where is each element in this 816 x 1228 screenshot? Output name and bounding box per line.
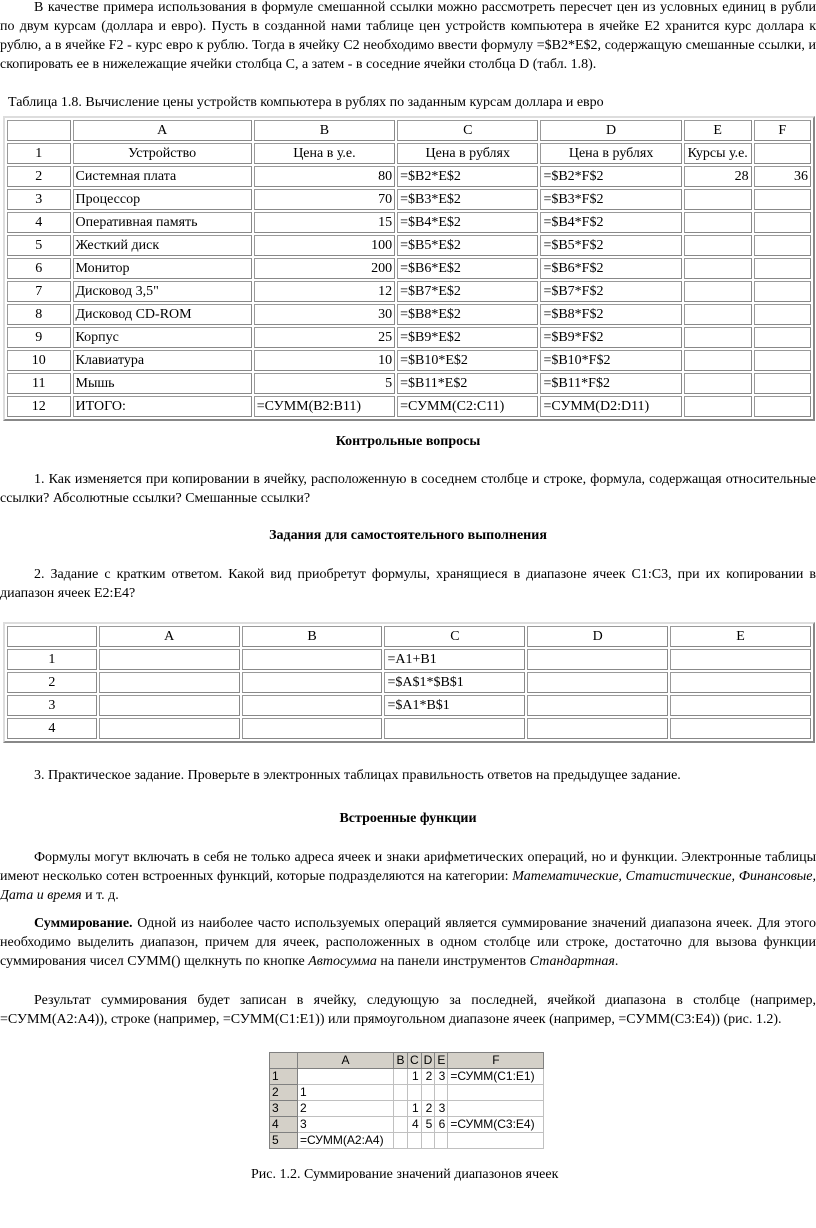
table1-cell <box>754 235 811 256</box>
table1-cell: Цена в рублях <box>397 143 538 164</box>
table1-cell: =$B5*F$2 <box>540 235 681 256</box>
figure-cell: 6 <box>435 1117 448 1133</box>
table1-cell: 4 <box>7 212 71 233</box>
table1-cell: 2 <box>7 166 71 187</box>
table1-cell <box>754 143 811 164</box>
table2-cell <box>99 672 240 693</box>
table2-cell <box>527 695 668 716</box>
table1-cell: =$B6*F$2 <box>540 258 681 279</box>
table2-cell: =A1+B1 <box>384 649 525 670</box>
table1-cell: =$B6*E$2 <box>397 258 538 279</box>
table1-cell: 1 <box>7 143 71 164</box>
figure-cell <box>394 1133 408 1149</box>
figure-cell <box>394 1069 408 1085</box>
table1-cell: 28 <box>684 166 752 187</box>
table1-cell: ИТОГО: <box>73 396 252 417</box>
figure-column-header <box>270 1053 298 1069</box>
figure-cell: 2 <box>298 1101 394 1117</box>
table2-cell: 3 <box>7 695 97 716</box>
table1-row <box>7 258 811 279</box>
figure-cell <box>394 1117 408 1133</box>
table2-header-row <box>7 626 811 647</box>
figure-cell <box>421 1133 435 1149</box>
table2-cell <box>527 672 668 693</box>
table2-cell: 1 <box>7 649 97 670</box>
table2-cell: C <box>384 626 525 647</box>
table1-cell: E <box>684 120 752 141</box>
autosum-italic: Автосумма <box>308 954 377 969</box>
table1-cell: Оперативная память <box>73 212 252 233</box>
table1-cell: 12 <box>254 281 395 302</box>
table1-cell: Цена в рублях <box>540 143 681 164</box>
table2-row <box>7 718 811 739</box>
table2-cell: 4 <box>7 718 97 739</box>
table1-cell: Монитор <box>73 258 252 279</box>
table1-cell: B <box>254 120 395 141</box>
table1-row <box>7 327 811 348</box>
table1-cell: =$B8*F$2 <box>540 304 681 325</box>
table1-cell: =$B10*F$2 <box>540 350 681 371</box>
table1-cell <box>754 189 811 210</box>
table1-cell: =$B2*E$2 <box>397 166 538 187</box>
figure-cell <box>448 1101 544 1117</box>
table2-cell <box>242 718 383 739</box>
builtin-paragraph-1: Формулы могут включать в себя не только адреса ячеек и знаки арифметических операций, но и функции. Электронные таблицы имеют несколько сотен встроенных функций, которые подразделяются на категории: Математические, Статистические, Финансовые, Дата и время и т. д. <box>0 850 816 903</box>
table1-cell: =$B2*F$2 <box>540 166 681 187</box>
table1-cell <box>754 327 811 348</box>
figure-row <box>270 1133 544 1149</box>
figure-cell <box>448 1085 544 1101</box>
builtin-paragraph-2: Суммирование. Одной из наиболее часто используемых операций является суммирование значений диапазона ячеек. Для этого необходимо выделить диапазон, причем для ячеек, расположенных в одном столбце или строке, достаточно для вызова функции суммирования чисел СУММ() щелкнуть по кнопке Автосумма на панели инструментов Стандартная. <box>0 916 816 969</box>
table1-cell <box>684 304 752 325</box>
table1-cell: Клавиатура <box>73 350 252 371</box>
standard-italic: Стандартная <box>529 954 615 969</box>
table1-cell: Корпус <box>73 327 252 348</box>
tasks-heading: Задания для самостоятельного выполнения <box>269 528 547 543</box>
table1-cell: 8 <box>7 304 71 325</box>
table1-cell: =$B9*E$2 <box>397 327 538 348</box>
table1-row <box>7 212 811 233</box>
table1-cell <box>754 304 811 325</box>
table1-cell <box>684 235 752 256</box>
task-table <box>3 622 815 743</box>
control-questions-heading: Контрольные вопросы <box>335 434 481 449</box>
figure-column-header: D <box>421 1053 435 1069</box>
table1-cell: 30 <box>254 304 395 325</box>
figure-header-row <box>270 1053 544 1069</box>
figure-cell <box>408 1085 422 1101</box>
figure-row-header: 4 <box>270 1117 298 1133</box>
table1-cell: 36 <box>754 166 811 187</box>
table1-cell: =$B9*F$2 <box>540 327 681 348</box>
table1-cell: Мышь <box>73 373 252 394</box>
table2-cell: =$A1*B$1 <box>384 695 525 716</box>
table1-cell: 100 <box>254 235 395 256</box>
table-1-8-caption: Таблица 1.8. Вычисление цены устройств компьютера в рублях по заданным курсам доллара и евро <box>8 95 604 110</box>
table2-row <box>7 672 811 693</box>
table1-cell: =СУММ(C2:C11) <box>397 396 538 417</box>
table1-cell: F <box>754 120 811 141</box>
table1-cell: 5 <box>7 235 71 256</box>
table1-cell: =$B11*F$2 <box>540 373 681 394</box>
table2-cell: B <box>242 626 383 647</box>
table1-cell: =$B3*E$2 <box>397 189 538 210</box>
figure-column-header: B <box>394 1053 408 1069</box>
table1-cell <box>754 258 811 279</box>
figure-1-2-spreadsheet <box>269 1052 554 1156</box>
table1-cell: =$B4*F$2 <box>540 212 681 233</box>
table1-cell: Жесткий диск <box>73 235 252 256</box>
table1-cell <box>684 189 752 210</box>
figure-row <box>270 1117 544 1133</box>
figure-cell <box>394 1085 408 1101</box>
categories-italic: Математические, Статистические, Финансовые, Дата и время <box>0 869 816 903</box>
table1-cell: 200 <box>254 258 395 279</box>
table1-cell: =$B5*E$2 <box>397 235 538 256</box>
table1-row <box>7 304 811 325</box>
table1-header-row <box>7 120 811 141</box>
figure-row-header: 5 <box>270 1133 298 1149</box>
figure-cell <box>435 1085 448 1101</box>
table1-cell: Дисковод 3,5" <box>73 281 252 302</box>
figure-cell: 3 <box>435 1101 448 1117</box>
table1-cell: Курсы у.е. <box>684 143 752 164</box>
table2-cell <box>99 649 240 670</box>
table-1-8 <box>3 116 815 421</box>
table1-row <box>7 235 811 256</box>
table1-row <box>7 350 811 371</box>
table1-cell <box>754 373 811 394</box>
figure-row <box>270 1069 544 1085</box>
builtin-paragraph-3: Результат суммирования будет записан в ячейку, следующую за последней, ячейкой диапазона в столбце (например, =СУММ(А2:А4)), строке (например, =СУММ(С1:Е1)) или прямоугольном диапазоне ячеек (например, =СУММ(С3:Е4)) (рис. 1.2). <box>0 993 816 1027</box>
table1-cell: Устройство <box>73 143 252 164</box>
table1-cell: 70 <box>254 189 395 210</box>
table1-cell <box>7 120 71 141</box>
table1-row <box>7 373 811 394</box>
table1-cell: 7 <box>7 281 71 302</box>
figure-cell: 2 <box>421 1069 435 1085</box>
builtin-functions-heading: Встроенные функции <box>339 811 477 826</box>
figure-cell: =СУММ(C1:E1) <box>448 1069 544 1085</box>
table1-cell: =$B7*E$2 <box>397 281 538 302</box>
table1-cell: 5 <box>254 373 395 394</box>
figure-column-header: A <box>298 1053 394 1069</box>
figure-cell <box>435 1133 448 1149</box>
table1-cell: 12 <box>7 396 71 417</box>
table1-cell <box>754 281 811 302</box>
figure-cell <box>421 1085 435 1101</box>
intro-paragraph: В качестве примера использования в формуле смешанной ссылки можно рассмотреть пересчет цен из условных единиц в рубли по двум курсам (доллара и евро). Пусть в созданной нами таблице цен устройств компьютера в ячейке E2 хранится курс доллара к рублю, а в ячейке F2 - курс евро к рублю. Тогда в ячейку C2 необходимо ввести формулу =$B2*E$2, содержащую смешанные ссылки, и скопировать ее в нижележащие ячейки столбца C, а затем - в соседние ячейки столбца D (табл. 1.8). <box>0 0 816 72</box>
table2-cell <box>7 626 97 647</box>
table2-cell <box>670 695 811 716</box>
table1-row <box>7 143 811 164</box>
table1-cell: 3 <box>7 189 71 210</box>
table1-row <box>7 396 811 417</box>
table2-cell <box>527 718 668 739</box>
table1-cell: 6 <box>7 258 71 279</box>
figure-cell: 3 <box>298 1117 394 1133</box>
figure-1-2-caption: Рис. 1.2. Суммирование значений диапазонов ячеек <box>251 1167 559 1182</box>
question-1: 1. Как изменяется при копировании в ячейку, расположенную в соседнем столбце и строке, формула, содержащая относительные ссылки? Абсолютные ссылки? Смешанные ссылки? <box>0 472 816 506</box>
table1-cell: =$B10*E$2 <box>397 350 538 371</box>
table1-cell: 9 <box>7 327 71 348</box>
table1-cell <box>684 327 752 348</box>
figure-cell <box>448 1133 544 1149</box>
figure-cell: 1 <box>408 1069 422 1085</box>
table2-cell: =$A$1*$B$1 <box>384 672 525 693</box>
table1-cell <box>684 258 752 279</box>
table1-row <box>7 166 811 187</box>
table1-cell: 10 <box>254 350 395 371</box>
table1-cell <box>684 396 752 417</box>
figure-column-header: F <box>448 1053 544 1069</box>
table1-cell <box>684 350 752 371</box>
table2-cell: 2 <box>7 672 97 693</box>
table1-cell: =СУММ(D2:D11) <box>540 396 681 417</box>
table1-cell: =$B8*E$2 <box>397 304 538 325</box>
figure-cell: 1 <box>298 1085 394 1101</box>
figure-cell: 4 <box>408 1117 422 1133</box>
figure-row-header: 1 <box>270 1069 298 1085</box>
figure-cell: =СУММ(C3:E4) <box>448 1117 544 1133</box>
figure-cell: =СУММ(A2:A4) <box>298 1133 394 1149</box>
figure-row-header: 2 <box>270 1085 298 1101</box>
figure-column-header: C <box>408 1053 422 1069</box>
table1-cell: C <box>397 120 538 141</box>
question-3: 3. Практическое задание. Проверьте в электронных таблицах правильность ответов на предыдущее задание. <box>34 768 681 783</box>
table1-cell: 11 <box>7 373 71 394</box>
table2-cell: E <box>670 626 811 647</box>
table1-cell: Дисковод CD-ROM <box>73 304 252 325</box>
table1-cell <box>754 212 811 233</box>
table2-cell <box>670 649 811 670</box>
table1-cell <box>684 281 752 302</box>
figure-cell: 3 <box>435 1069 448 1085</box>
table2-cell <box>242 672 383 693</box>
figure-row <box>270 1101 544 1117</box>
figure-row <box>270 1085 544 1101</box>
table1-row <box>7 189 811 210</box>
summation-bold: Суммирование. <box>34 916 133 931</box>
table1-cell <box>754 350 811 371</box>
table1-cell: =$B3*F$2 <box>540 189 681 210</box>
table2-cell <box>242 649 383 670</box>
figure-cell: 1 <box>408 1101 422 1117</box>
table2-cell <box>99 718 240 739</box>
figure-cell <box>298 1069 394 1085</box>
table1-row <box>7 281 811 302</box>
question-2: 2. Задание с кратким ответом. Какой вид приобретут формулы, хранящиеся в диапазоне ячеек C1:C3, при их копировании в диапазон ячеек E2:E4? <box>0 567 816 601</box>
figure-cell <box>408 1133 422 1149</box>
table2-cell: D <box>527 626 668 647</box>
table2-row <box>7 649 811 670</box>
table1-cell: Процессор <box>73 189 252 210</box>
table1-cell: Цена в у.е. <box>254 143 395 164</box>
table1-cell: 25 <box>254 327 395 348</box>
table1-cell: =$B4*E$2 <box>397 212 538 233</box>
table1-cell: A <box>73 120 252 141</box>
table2-cell: A <box>99 626 240 647</box>
table1-cell: 80 <box>254 166 395 187</box>
figure-cell <box>394 1101 408 1117</box>
table2-cell <box>670 718 811 739</box>
figure-cell: 2 <box>421 1101 435 1117</box>
table2-cell <box>99 695 240 716</box>
table1-cell: =СУММ(B2:B11) <box>254 396 395 417</box>
table1-cell <box>684 373 752 394</box>
table2-row <box>7 695 811 716</box>
table1-cell <box>684 212 752 233</box>
table2-cell <box>242 695 383 716</box>
table2-cell <box>384 718 525 739</box>
table1-cell: 15 <box>254 212 395 233</box>
figure-column-header: E <box>435 1053 448 1069</box>
table1-cell <box>754 396 811 417</box>
table2-cell <box>670 672 811 693</box>
table2-cell <box>527 649 668 670</box>
figure-row-header: 3 <box>270 1101 298 1117</box>
table1-cell: 10 <box>7 350 71 371</box>
table1-cell: =$B7*F$2 <box>540 281 681 302</box>
figure-cell: 5 <box>421 1117 435 1133</box>
table1-cell: Системная плата <box>73 166 252 187</box>
table1-cell: D <box>540 120 681 141</box>
table1-cell: =$B11*E$2 <box>397 373 538 394</box>
